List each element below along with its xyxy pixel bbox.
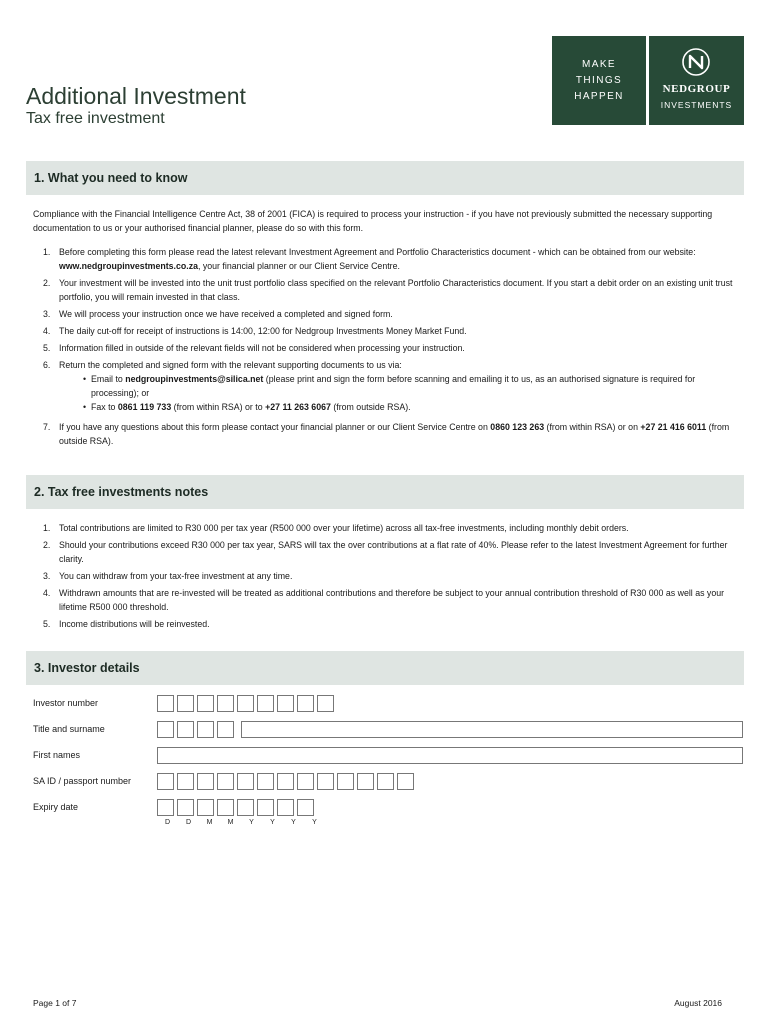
date-letter: Y bbox=[312, 819, 317, 826]
id-digit-box[interactable] bbox=[157, 773, 174, 790]
investor-number-boxes bbox=[157, 695, 334, 712]
id-digit-box[interactable] bbox=[217, 773, 234, 790]
investor-number-digit-box[interactable] bbox=[217, 695, 234, 712]
list-number: 5. bbox=[43, 619, 51, 629]
id-digit-box[interactable] bbox=[397, 773, 414, 790]
title-char-box[interactable] bbox=[197, 721, 214, 738]
expiry-date-label: Expiry date bbox=[33, 802, 79, 812]
section-heading-what-you-need-to-know: 1. What you need to know bbox=[26, 161, 744, 195]
page-title: Additional Investment bbox=[26, 83, 246, 109]
tagline-line: MAKE bbox=[582, 58, 616, 70]
section2-list bbox=[33, 521, 743, 634]
id-digit-box[interactable] bbox=[197, 773, 214, 790]
document-date: August 2016 bbox=[674, 998, 722, 1008]
id-digit-box[interactable] bbox=[377, 773, 394, 790]
list-number: 6. bbox=[43, 360, 51, 370]
list-item: 2. Should your contributions exceed R30 000 per tax year, SARS will tax the over contributions at a flat rate of 40%. Please refer to the latest Investment Agreement for further clarity. bbox=[43, 540, 728, 564]
phone-local: 0860 123 263 bbox=[490, 422, 545, 432]
list-number: 1. bbox=[43, 523, 51, 533]
expiry-digit-box[interactable] bbox=[297, 799, 314, 816]
date-letter: D bbox=[164, 819, 171, 826]
date-letter: Y bbox=[291, 819, 296, 826]
id-digit-box[interactable] bbox=[237, 773, 254, 790]
list-item: 6. Return the completed and signed form with the relevant supporting documents to us via: • Email to nedgroupinvestments@silica.net (please print and sign the form before scanning and emailing it to us, as an authorised signature is required for processing); or • Fax to 0861 119 733 (from within RSA) or to +27 11 263 6067 (from outside RSA). bbox=[33, 358, 743, 414]
sub-item-email: • Email to nedgroupinvestments@silica.net (please print and sign the form before scanning and emailing it to us, as an authorised signature is required for processing); or bbox=[83, 374, 696, 398]
id-number-boxes bbox=[157, 773, 414, 790]
website-link[interactable]: www.nedgroupinvestments.co.za bbox=[59, 261, 198, 271]
title-surname-label: Title and surname bbox=[33, 724, 105, 734]
section-heading-tax-free-notes: 2. Tax free investments notes bbox=[26, 475, 744, 509]
expiry-digit-box[interactable] bbox=[157, 799, 174, 816]
page-number: Page 1 of 7 bbox=[33, 998, 77, 1008]
expiry-digit-box[interactable] bbox=[237, 799, 254, 816]
date-letter: D bbox=[185, 819, 192, 826]
list-item: 3. You can withdraw from your tax-free investment at any time. bbox=[43, 571, 293, 581]
page-subtitle: Tax free investment bbox=[26, 110, 165, 127]
expiry-date-boxes bbox=[157, 799, 314, 816]
list-item: 3. We will process your instruction once we have received a completed and signed form. bbox=[43, 309, 393, 319]
id-digit-box[interactable] bbox=[317, 773, 334, 790]
list-number: 3. bbox=[43, 571, 51, 581]
expiry-digit-box[interactable] bbox=[177, 799, 194, 816]
tagline-logo bbox=[552, 36, 646, 125]
brand-name: NEDGROUP bbox=[662, 83, 731, 95]
date-letter: M bbox=[206, 819, 213, 826]
investor-number-digit-box[interactable] bbox=[257, 695, 274, 712]
id-digit-box[interactable] bbox=[177, 773, 194, 790]
title-boxes bbox=[157, 721, 234, 738]
id-digit-box[interactable] bbox=[277, 773, 294, 790]
list-item: 4. Withdrawn amounts that are re-invested will be treated as additional contributions and therefore be subject to your annual contribution threshold of R30 000 as well as your lifetime R500 000 threshold. bbox=[43, 588, 725, 612]
first-names-field[interactable] bbox=[157, 747, 743, 764]
surname-field[interactable] bbox=[241, 721, 743, 738]
sub-item-fax: • Fax to 0861 119 733 (from within RSA) or to +27 11 263 6067 (from outside RSA). bbox=[83, 402, 411, 412]
fax-number-international: +27 11 263 6067 bbox=[265, 402, 331, 412]
id-digit-box[interactable] bbox=[297, 773, 314, 790]
date-letter: M bbox=[227, 819, 234, 826]
list-number: 1. bbox=[43, 247, 51, 257]
nedgroup-emblem-icon bbox=[681, 47, 711, 77]
tagline-line: THINGS bbox=[575, 74, 623, 86]
investor-number-digit-box[interactable] bbox=[197, 695, 214, 712]
expiry-digit-box[interactable] bbox=[257, 799, 274, 816]
investor-number-digit-box[interactable] bbox=[297, 695, 314, 712]
title-char-box[interactable] bbox=[177, 721, 194, 738]
fax-number-local: 0861 119 733 bbox=[117, 402, 172, 412]
id-digit-box[interactable] bbox=[337, 773, 354, 790]
list-number: 2. bbox=[43, 278, 51, 288]
tagline-line: HAPPEN bbox=[574, 90, 624, 102]
brand-logo bbox=[649, 36, 744, 125]
investor-number-digit-box[interactable] bbox=[277, 695, 294, 712]
date-letter: Y bbox=[249, 819, 254, 826]
list-number: 3. bbox=[43, 309, 51, 319]
list-item: 5. Information filled in outside of the relevant fields will not be considered when processing your instruction. bbox=[43, 343, 465, 353]
investor-number-digit-box[interactable] bbox=[317, 695, 334, 712]
section-heading-investor-details: 3. Investor details bbox=[26, 651, 744, 685]
expiry-digit-box[interactable] bbox=[197, 799, 214, 816]
list-number: 7. bbox=[43, 422, 51, 432]
list-item: 1. Total contributions are limited to R30 000 per tax year (R500 000 over your lifetime) across all tax-free investments, including monthly debit orders. bbox=[43, 523, 629, 533]
section1-list bbox=[33, 245, 743, 451]
list-item: 2. Your investment will be invested into the unit trust portfolio class specified on the relevant Portfolio Characteristics document. If you start a debit order on an existing unit trust portfolio, you will remain invested in that class. bbox=[43, 278, 733, 302]
phone-international: +27 21 416 6011 bbox=[640, 422, 707, 432]
list-item: 5. Income distributions will be reinvested. bbox=[43, 619, 210, 629]
list-number: 4. bbox=[43, 588, 51, 598]
date-letter: Y bbox=[270, 819, 275, 826]
title-char-box[interactable] bbox=[157, 721, 174, 738]
investor-number-digit-box[interactable] bbox=[157, 695, 174, 712]
list-item: 4. The daily cut-off for receipt of instructions is 14:00, 12:00 for Nedgroup Investments Money Market Fund. bbox=[43, 326, 467, 336]
list-number: 5. bbox=[43, 343, 51, 353]
list-item: 1. Before completing this form please read the latest relevant Investment Agreement and Portfolio Characteristics document - which can be obtained from our website: www.nedgroupinvestments.co.za, your financial planner or our Client Service Centre. bbox=[43, 247, 696, 271]
expiry-digit-box[interactable] bbox=[277, 799, 294, 816]
id-digit-box[interactable] bbox=[257, 773, 274, 790]
title-char-box[interactable] bbox=[217, 721, 234, 738]
investor-number-label: Investor number bbox=[33, 698, 99, 708]
list-number: 4. bbox=[43, 326, 51, 336]
list-item: 7. If you have any questions about this form please contact your financial planner or our Client Service Centre on 0860 123 263 (from within RSA) or on +27 21 416 6011 (from outside RSA). bbox=[43, 422, 730, 446]
brand-subname: INVESTMENTS bbox=[660, 100, 733, 110]
fica-intro-text: Compliance with the Financial Intelligence Centre Act, 38 of 2001 (FICA) is required to process your instruction - if you have not previously submitted the necessary supporting documentation to us or your authorised financial planner, please do so with this form. bbox=[33, 209, 713, 233]
id-digit-box[interactable] bbox=[357, 773, 374, 790]
investor-number-digit-box[interactable] bbox=[237, 695, 254, 712]
id-number-label: SA ID / passport number bbox=[33, 776, 132, 786]
first-names-label: First names bbox=[33, 750, 81, 760]
investor-number-digit-box[interactable] bbox=[177, 695, 194, 712]
date-format-hint bbox=[157, 819, 325, 826]
expiry-digit-box[interactable] bbox=[217, 799, 234, 816]
email-link[interactable]: nedgroupinvestments@silica.net bbox=[125, 374, 264, 384]
list-number: 2. bbox=[43, 540, 51, 550]
